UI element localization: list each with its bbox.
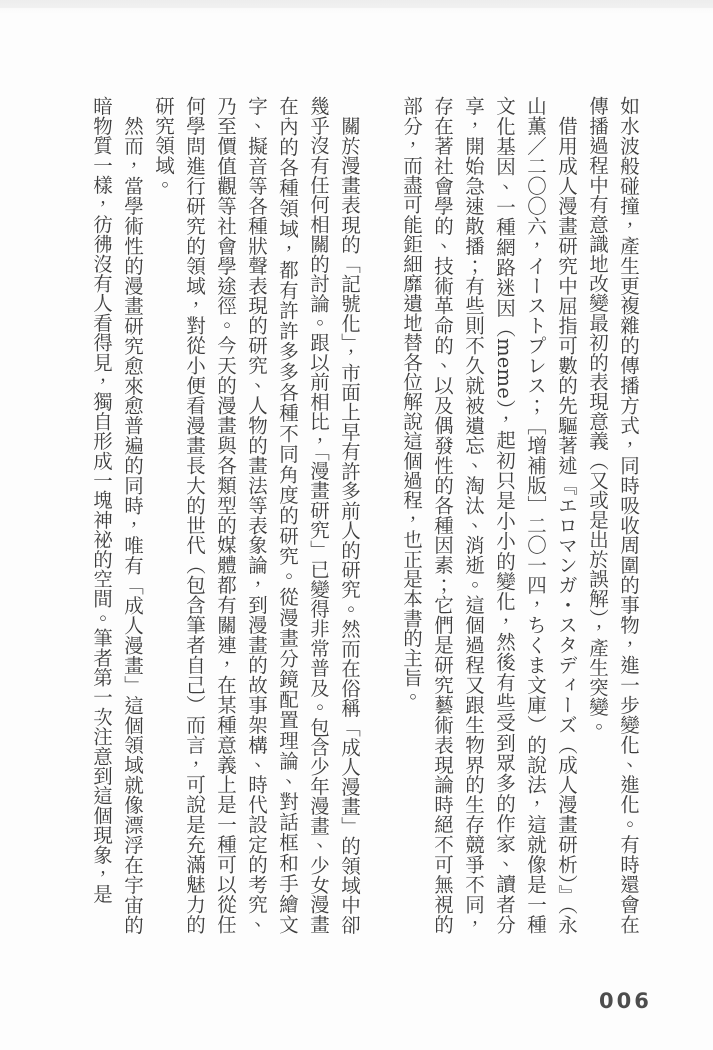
- page-number: 006: [599, 989, 652, 1013]
- scan-edge-shadow: [0, 0, 713, 8]
- vertical-text-block: [86, 96, 644, 934]
- paragraph-continuation: 如水波般碰撞，產生更複雜的傳播方式，同時吸收周圍的事物，進一步變化、進化。有時還會在傳播過程中有意識地改變最初的表現意義（又或是出於誤解），產生突變。: [586, 96, 640, 934]
- paragraph-dark-matter: 然而，當學術性的漫畫研究愈來愈普遍的同時，唯有「成人漫畫」這個領域就像漂浮在宇宙的暗物質一樣，彷彿沒有人看得見，獨自形成一塊神祕的空間。筆者第一次注意到這個現象，是: [90, 96, 144, 934]
- paragraph-manga-symbolization: 關於漫畫表現的「記號化」，市面上早有許多前人的研究。然而在俗稱「成人漫畫」的領域中卻幾乎沒有任何相關的討論。跟以前相比，「漫畫研究」已變得非常普及。包含少年漫畫、少女漫畫在內的各種領域，都有許許多多各種不同角度的研究。從漫畫分鏡配置理論、對話框和手繪文字、擬音等各種狀聲表現的研究、人物的畫法等表象論，到漫畫的故事架構、時代設定的考究、乃至價值觀等社會學途徑。今天的漫畫與各類型的媒體都有關連，在某種意義上是一種可以從任何學問進行研究的領域，對從小便看漫畫長大的世代（包含筆者自己）而言，可說是充滿魅力的研究領域。: [152, 96, 361, 934]
- paragraph-eromanga-studies: 借用成人漫畫研究中屈指可數的先驅著述『エロマンガ・スタディーズ（成人漫畫研析）』（永山薫／二〇〇六，イーストプレス；［增補版］二〇一四，ちくま文庫）的說法，這就像是一種文化基因、一種網路迷因（meme），起初只是小小的變化，然後有些受到眾多的作家、讀者分享，開始急速散播；有些則不久就被遺忘、淘汰、消逝。這個過程又跟生物界的生存競爭不同，存在著社會學的、技術革命的、以及偶發性的各種因素；它們是研究藝術表現論時絕不可無視的部分，而盡可能鉅細靡遺地替各位解說這個過程，也正是本書的主旨。: [400, 96, 578, 934]
